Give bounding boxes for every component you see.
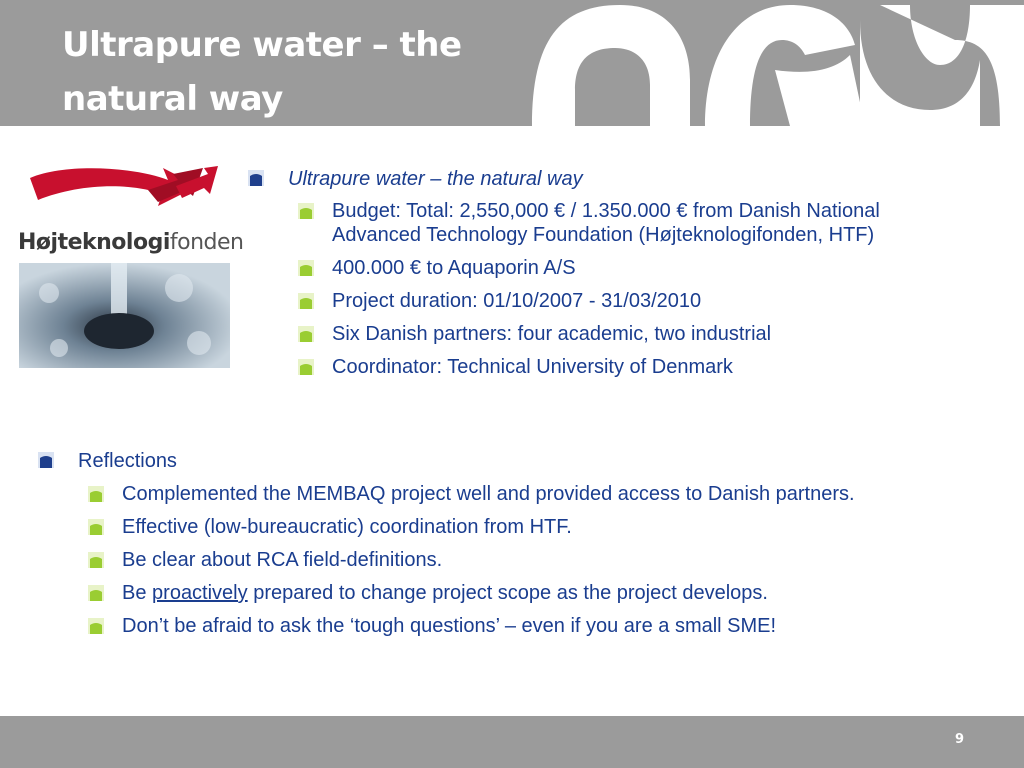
title-line-1: Ultrapure water – the <box>62 25 462 65</box>
section2-list <box>88 482 988 647</box>
list-item <box>298 322 988 346</box>
green-bullet-icon <box>88 585 104 601</box>
list-item-text: Project duration: 01/10/2007 - 31/03/2010 <box>332 290 702 312</box>
blue-bullet-icon <box>248 170 264 186</box>
section2-heading-item <box>38 449 177 473</box>
text-before: Be <box>122 582 153 604</box>
list-item-text <box>122 581 768 605</box>
text-after: prepared to change project scope as the project develops. <box>247 582 768 604</box>
brand-part-1: Højteknologi <box>18 230 170 255</box>
page-number: 9 <box>954 732 964 747</box>
water-photo <box>19 263 230 368</box>
list-item <box>88 515 988 539</box>
decorative-logo-shapes <box>530 0 1024 126</box>
list-item <box>298 256 988 280</box>
brand-part-2: fonden <box>169 230 244 255</box>
list-item <box>298 289 988 313</box>
list-item-text-line-2: Advanced Technology Foundation (Højteknologifonden, HTF) <box>332 224 875 246</box>
list-item <box>88 548 988 572</box>
list-item-text: 400.000 € to Aquaporin A/S <box>332 257 576 279</box>
footer-bar <box>0 716 1024 768</box>
blue-bullet-icon <box>38 452 54 468</box>
section1-list <box>298 199 988 388</box>
list-item-text: Complemented the MEMBAQ project well and provided access to Danish partners. <box>122 483 855 505</box>
header-bar <box>0 0 1024 126</box>
green-bullet-icon <box>88 486 104 502</box>
red-arrows-logo <box>28 160 218 224</box>
list-item <box>88 482 988 506</box>
list-item-text: Be clear about RCA field-definitions. <box>122 549 443 571</box>
section2-heading: Reflections <box>78 450 177 472</box>
list-item <box>298 355 988 379</box>
green-bullet-icon <box>88 552 104 568</box>
green-bullet-icon <box>88 519 104 535</box>
list-item-text: Six Danish partners: four academic, two industrial <box>332 323 772 345</box>
list-item-text: Effective (low-bureaucratic) coordination from HTF. <box>122 516 572 538</box>
green-bullet-icon <box>298 326 314 342</box>
brand-name <box>18 230 243 255</box>
list-item <box>88 581 988 605</box>
title-line-2: natural way <box>62 79 283 119</box>
list-item-text: Coordinator: Technical University of Denmark <box>332 356 733 378</box>
green-bullet-icon <box>298 293 314 309</box>
green-bullet-icon <box>88 618 104 634</box>
section1-heading-item <box>248 167 583 191</box>
green-bullet-icon <box>298 260 314 276</box>
list-item <box>298 199 988 247</box>
slide-title <box>62 18 502 126</box>
list-item <box>88 614 988 638</box>
list-item-text: Don’t be afraid to ask the ‘tough questions’ – even if you are a small SME! <box>122 615 777 637</box>
green-bullet-icon <box>298 359 314 375</box>
list-item-text-line-1: Budget: Total: 2,550,000 € / 1.350.000 € from Danish National <box>332 200 880 222</box>
section1-heading: Ultrapure water – the natural way <box>288 168 583 190</box>
underlined-word: proactively <box>152 582 248 604</box>
green-bullet-icon <box>298 203 314 219</box>
